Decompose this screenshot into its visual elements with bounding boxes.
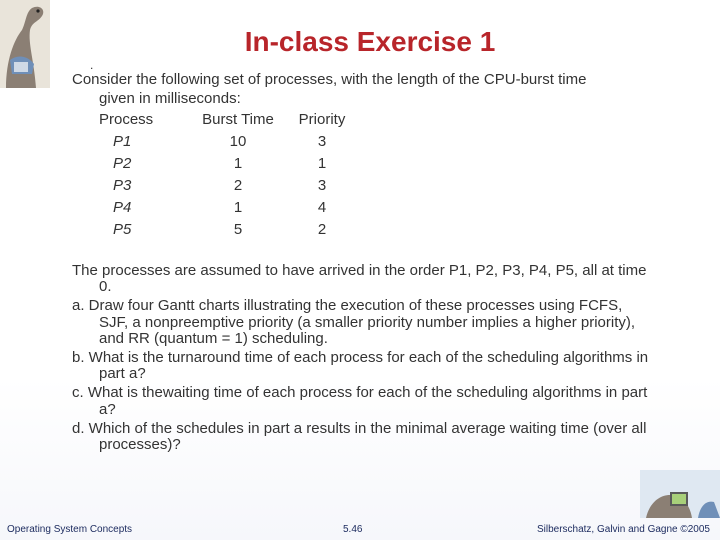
- priority: 4: [317, 198, 327, 216]
- intro-text: [72, 70, 672, 108]
- process-name: P5: [113, 220, 132, 238]
- burst-time: 1: [233, 154, 243, 172]
- dinosaur-corner-icon: [640, 470, 720, 518]
- process-table: [93, 108, 357, 240]
- question-c: c. What is thewaiting time of each process for each of the scheduling algorithms in part a?: [72, 384, 648, 418]
- process-name: P1: [113, 132, 132, 150]
- intro-line-2: given in milliseconds:: [99, 90, 241, 107]
- table-row: [93, 174, 357, 196]
- footer-course: Operating System Concepts: [7, 524, 133, 535]
- burst-time: 1: [233, 198, 243, 216]
- table-row: [93, 218, 357, 240]
- footer-page-number: 5.46: [343, 524, 363, 535]
- process-name: P2: [113, 154, 132, 172]
- burst-time: 5: [233, 220, 243, 238]
- stray-dot: .: [90, 58, 94, 72]
- header-priority: Priority: [298, 110, 346, 128]
- questions-block: [72, 263, 652, 456]
- process-name: P3: [113, 176, 132, 194]
- header-process: Process: [99, 110, 154, 128]
- burst-time: 10: [229, 132, 247, 150]
- table-row: [93, 130, 357, 152]
- table-header-row: [93, 108, 357, 130]
- intro-line-1: Consider the following set of processes, with the length of the CPU-burst time: [72, 71, 587, 88]
- burst-time: 2: [233, 176, 243, 194]
- priority: 3: [317, 132, 327, 150]
- priority: 3: [317, 176, 327, 194]
- question-a: a. Draw four Gantt charts illustrating the execution of these processes using FCFS, SJF, a nonpreemptive priority (a smaller priority number implies a higher priority), and RR (quantum = 1) scheduling.: [72, 297, 636, 347]
- table-row: [93, 152, 357, 174]
- footer-authors: Silberschatz, Galvin and Gagne ©2005: [536, 524, 710, 535]
- arrival-note: The processes are assumed to have arrived in the order P1, P2, P3, P4, P5, all at time 0.: [72, 262, 647, 296]
- question-b: b. What is the turnaround time of each process for each of the scheduling algorithms in part a?: [72, 349, 649, 383]
- process-name: P4: [113, 198, 132, 216]
- header-burst-time: Burst Time: [202, 110, 274, 128]
- slide-title: In-class Exercise 1: [244, 26, 496, 57]
- table-row: [93, 196, 357, 218]
- priority: 2: [317, 220, 327, 238]
- priority: 1: [317, 154, 327, 172]
- question-d: d. Which of the schedules in part a results in the minimal average waiting time (over all processes)?: [72, 419, 647, 454]
